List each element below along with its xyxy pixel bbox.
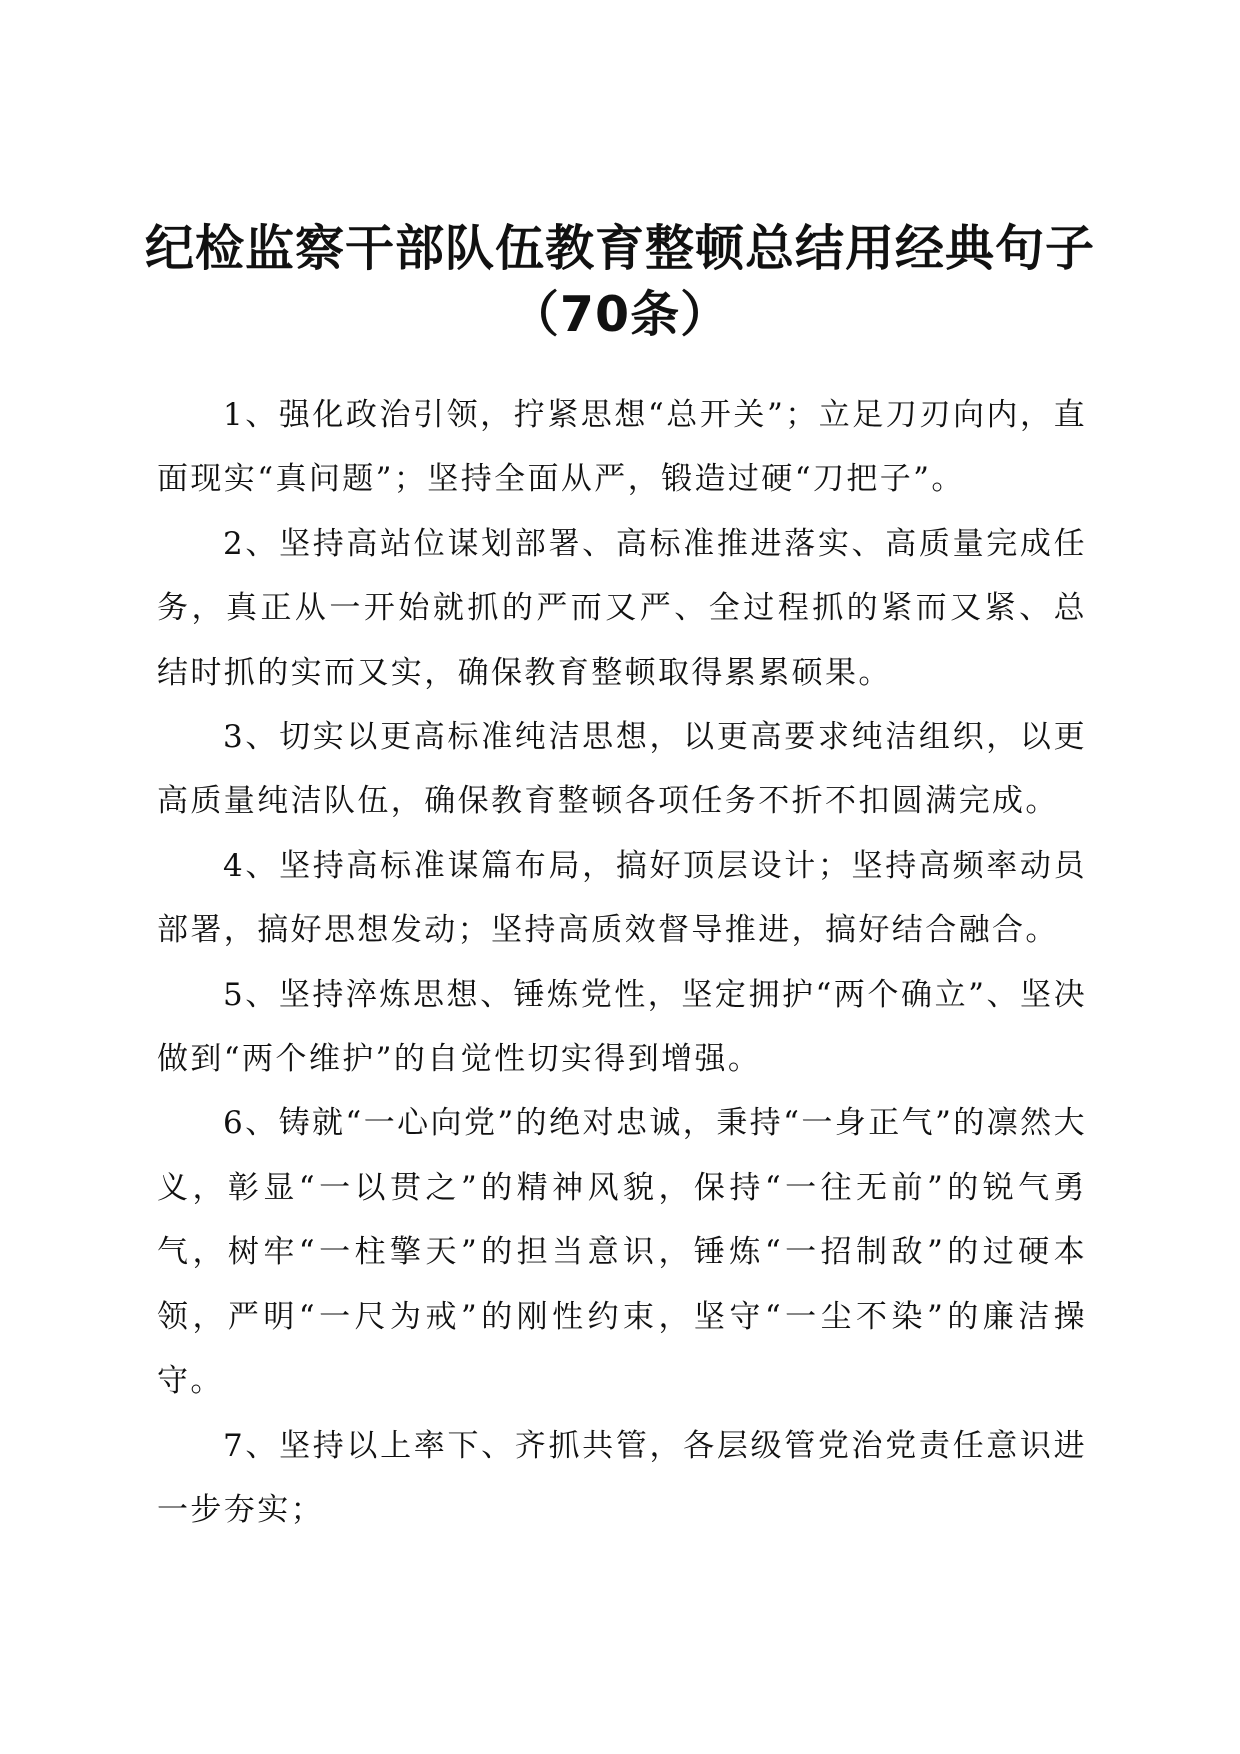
- document-body: [157, 383, 1087, 1542]
- paragraph-2: 2、坚持高站位谋划部署、高标准推进落实、高质量完成任务，真正从一开始就抓的严而又严、全过程抓的紧而又紧、总结时抓的实而又实，确保教育整顿取得累累硕果。: [157, 525, 1087, 691]
- paragraph-4: 4、坚持高标准谋篇布局，搞好顶层设计；坚持高频率动员部署，搞好思想发动；坚持高质效督导推进，搞好结合融合。: [157, 847, 1087, 949]
- paragraph-5: 5、坚持淬炼思想、锤炼党性，坚定拥护“两个确立”、坚决做到“两个维护”的自觉性切实得到增强。: [157, 976, 1087, 1078]
- paragraph-6: 6、铸就“一心向党”的绝对忠诚，秉持“一身正气”的凛然大义，彰显“一以贯之”的精神风貌，保持“一往无前”的锐气勇气，树牢“一柱擎天”的担当意识，锤炼“一招制敌”的过硬本领，严明“一尺为戒”的刚性约束，坚守“一尘不染”的廉洁操守。: [157, 1105, 1087, 1400]
- paragraph-1: 1、强化政治引领，拧紧思想“总开关”；立足刀刃向内，直面现实“真问题”；坚持全面从严，锻造过硬“刀把子”。: [157, 397, 1087, 498]
- document-title: 纪检监察干部队伍教育整顿总结用经典句子: [144, 220, 1095, 277]
- paragraph-7: 7、坚持以上率下、齐抓共管，各层级管党治党责任意识进一步夯实；: [157, 1427, 1087, 1528]
- document-title-count: （70条）: [509, 286, 731, 343]
- paragraph-3: 3、切实以更高标准纯洁思想，以更高要求纯洁组织，以更高质量纯洁队伍，确保教育整顿各项任务不折不扣圆满完成。: [157, 719, 1087, 820]
